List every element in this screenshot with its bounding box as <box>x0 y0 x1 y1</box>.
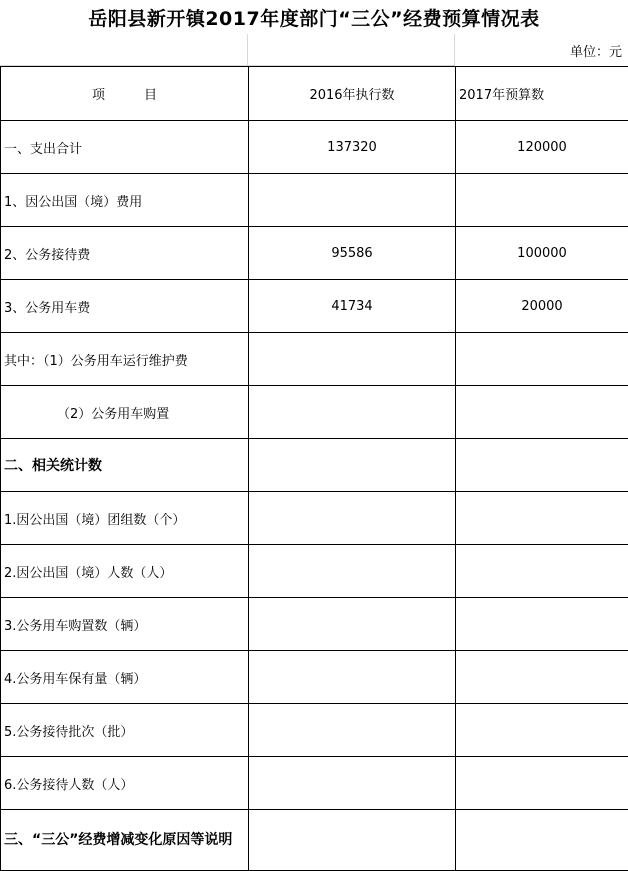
table-row <box>1 121 628 174</box>
value-2016 <box>249 810 456 871</box>
table-row <box>1 757 628 810</box>
value-2017 <box>456 492 628 545</box>
value-2017: 120000 <box>456 121 628 174</box>
table-row <box>1 810 628 871</box>
value-2016: 137320 <box>249 121 456 174</box>
row-label: 6.公务接待人数（人） <box>1 757 249 810</box>
value-2017 <box>456 174 628 227</box>
value-2017 <box>456 545 628 598</box>
row-label: 3、公务用车费 <box>1 280 249 333</box>
value-2016: 95586 <box>249 227 456 280</box>
table-row <box>1 227 628 280</box>
row-label: 1、因公出国（境）费用 <box>1 174 249 227</box>
row-label: 3.公务用车购置数（辆） <box>1 598 249 651</box>
row-label: 一、支出合计 <box>1 121 249 174</box>
section-heading: 二、相关统计数 <box>1 439 249 492</box>
value-2016 <box>249 704 456 757</box>
table-header-row <box>1 67 628 121</box>
table-row <box>1 333 628 386</box>
unit-label: 单位：元 <box>570 41 622 60</box>
unit-row <box>0 34 628 66</box>
value-2016 <box>249 386 456 439</box>
value-2016 <box>249 598 456 651</box>
value-2016 <box>249 439 456 492</box>
table-row <box>1 174 628 227</box>
row-label: （2）公务用车购置 <box>1 386 249 439</box>
header-item: 项 目 <box>1 67 249 121</box>
value-2016 <box>249 651 456 704</box>
table-row <box>1 439 628 492</box>
row-label: 4.公务用车保有量（辆） <box>1 651 249 704</box>
value-2017 <box>456 386 628 439</box>
header-2016-actual: 2016年执行数 <box>249 67 456 121</box>
value-2016 <box>249 333 456 386</box>
row-label: 2、公务接待费 <box>1 227 249 280</box>
value-2017: 100000 <box>456 227 628 280</box>
blank-cell <box>0 34 248 66</box>
value-2016 <box>249 757 456 810</box>
table-row <box>1 280 628 333</box>
value-2017 <box>456 704 628 757</box>
table-row <box>1 651 628 704</box>
value-2016 <box>249 174 456 227</box>
row-label: 2.因公出国（境）人数（人） <box>1 545 249 598</box>
table-row <box>1 704 628 757</box>
value-2017: 20000 <box>456 280 628 333</box>
table-row <box>1 386 628 439</box>
row-label: 5.公务接待批次（批） <box>1 704 249 757</box>
value-2017 <box>456 757 628 810</box>
value-2017 <box>456 651 628 704</box>
value-2017 <box>456 810 628 871</box>
value-2016 <box>249 545 456 598</box>
row-label: 1.因公出国（境）团组数（个） <box>1 492 249 545</box>
value-2016 <box>249 492 456 545</box>
table-row <box>1 545 628 598</box>
value-2016: 41734 <box>249 280 456 333</box>
row-label: 其中：（1）公务用车运行维护费 <box>1 333 249 386</box>
table-row <box>1 492 628 545</box>
page-title: 岳阳县新开镇2017年度部门“三公”经费预算情况表 <box>0 0 628 34</box>
value-2017 <box>456 598 628 651</box>
value-2017 <box>456 439 628 492</box>
section-heading: 三、“三公”经费增减变化原因等说明 <box>1 810 249 871</box>
value-2017 <box>456 333 628 386</box>
budget-table <box>0 66 628 871</box>
table-row <box>1 598 628 651</box>
blank-cell <box>248 34 455 66</box>
header-2017-budget: 2017年预算数 <box>456 67 628 121</box>
